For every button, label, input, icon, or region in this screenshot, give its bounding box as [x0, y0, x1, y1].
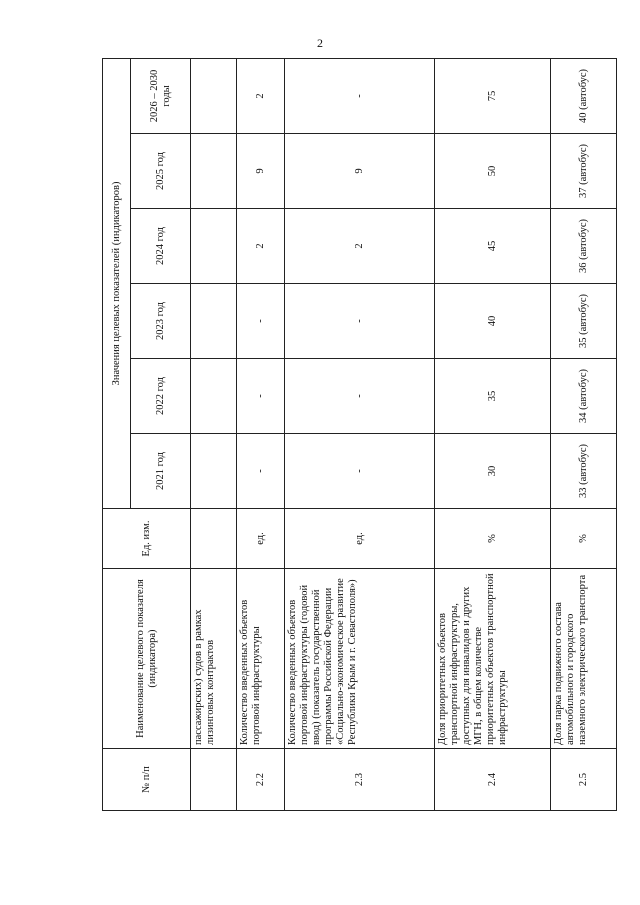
row-name: Доля приоритетных объектов транспортной инфраструктуры, доступных для инвалидов и других МГН, в общем количестве приоритетных объектов транспортной инфраструктуры	[435, 569, 551, 749]
row-unit: ед.	[237, 509, 285, 569]
row-value: -	[285, 359, 435, 434]
row-value: -	[285, 434, 435, 509]
row-value: -	[237, 434, 285, 509]
row-value: 2	[237, 58, 285, 133]
row-value: -	[285, 58, 435, 133]
table-row	[285, 58, 435, 810]
header-name: Наименование целевого показателя (индикатора)	[103, 569, 191, 749]
table-row	[435, 58, 551, 810]
row-num: 2.3	[285, 749, 435, 811]
row-num	[191, 749, 237, 811]
row-name: Количество введенных объектов портовой инфраструктуры (годовой ввод) (показатель государственной программы Российской Федерации «Социально-экономическое развитие Республики Крым и г. Севастополя»)	[285, 569, 435, 749]
row-value: 40 (автобус)	[551, 58, 617, 133]
row-value	[191, 359, 237, 434]
row-name: Количество введенных объектов портовой инфраструктуры	[237, 569, 285, 749]
header-num: № п/п	[103, 749, 191, 811]
row-value: 75	[435, 58, 551, 133]
row-unit: ед.	[285, 509, 435, 569]
row-value: 40	[435, 284, 551, 359]
row-unit: %	[435, 509, 551, 569]
row-value	[191, 209, 237, 284]
header-year-2021: 2021 год	[131, 434, 191, 509]
row-value: 33 (автобус)	[551, 434, 617, 509]
row-num: 2.2	[237, 749, 285, 811]
row-value: -	[237, 284, 285, 359]
header-year-2026-2030: 2026 – 2030 годы	[131, 58, 191, 133]
row-value	[191, 284, 237, 359]
row-value: 36 (автобус)	[551, 209, 617, 284]
page-number: 2	[317, 36, 323, 50]
row-num: 2.5	[551, 749, 617, 811]
row-value: 45	[435, 209, 551, 284]
row-value: 2	[285, 209, 435, 284]
row-value: 35 (автобус)	[551, 284, 617, 359]
row-num: 2.4	[435, 749, 551, 811]
row-unit: %	[551, 509, 617, 569]
table-row	[191, 58, 237, 810]
row-value: 30	[435, 434, 551, 509]
rotated-table-wrapper	[102, 59, 616, 811]
row-value: 37 (автобус)	[551, 134, 617, 209]
table-row	[551, 58, 617, 810]
header-year-2022: 2022 год	[131, 359, 191, 434]
header-year-2023: 2023 год	[131, 284, 191, 359]
row-value: 34 (автобус)	[551, 359, 617, 434]
row-value: 2	[237, 209, 285, 284]
row-value: -	[285, 284, 435, 359]
row-value: 9	[285, 134, 435, 209]
row-value: 9	[237, 134, 285, 209]
row-value: -	[237, 359, 285, 434]
row-value: 50	[435, 134, 551, 209]
row-name: Доля парка подвижного состава автомобильного и городского наземного электрического транспорта	[551, 569, 617, 749]
header-unit: Ед. изм.	[103, 509, 191, 569]
indicators-table	[102, 58, 617, 811]
row-value	[191, 134, 237, 209]
row-value	[191, 58, 237, 133]
row-name: пассажирских) судов в рамках лизинговых контрактов	[191, 569, 237, 749]
row-value	[191, 434, 237, 509]
header-year-2025: 2025 год	[131, 134, 191, 209]
row-unit	[191, 509, 237, 569]
header-year-2024: 2024 год	[131, 209, 191, 284]
table-row	[237, 58, 285, 810]
row-value: 35	[435, 359, 551, 434]
header-values-group: Значения целевых показателей (индикаторов)	[103, 58, 131, 508]
